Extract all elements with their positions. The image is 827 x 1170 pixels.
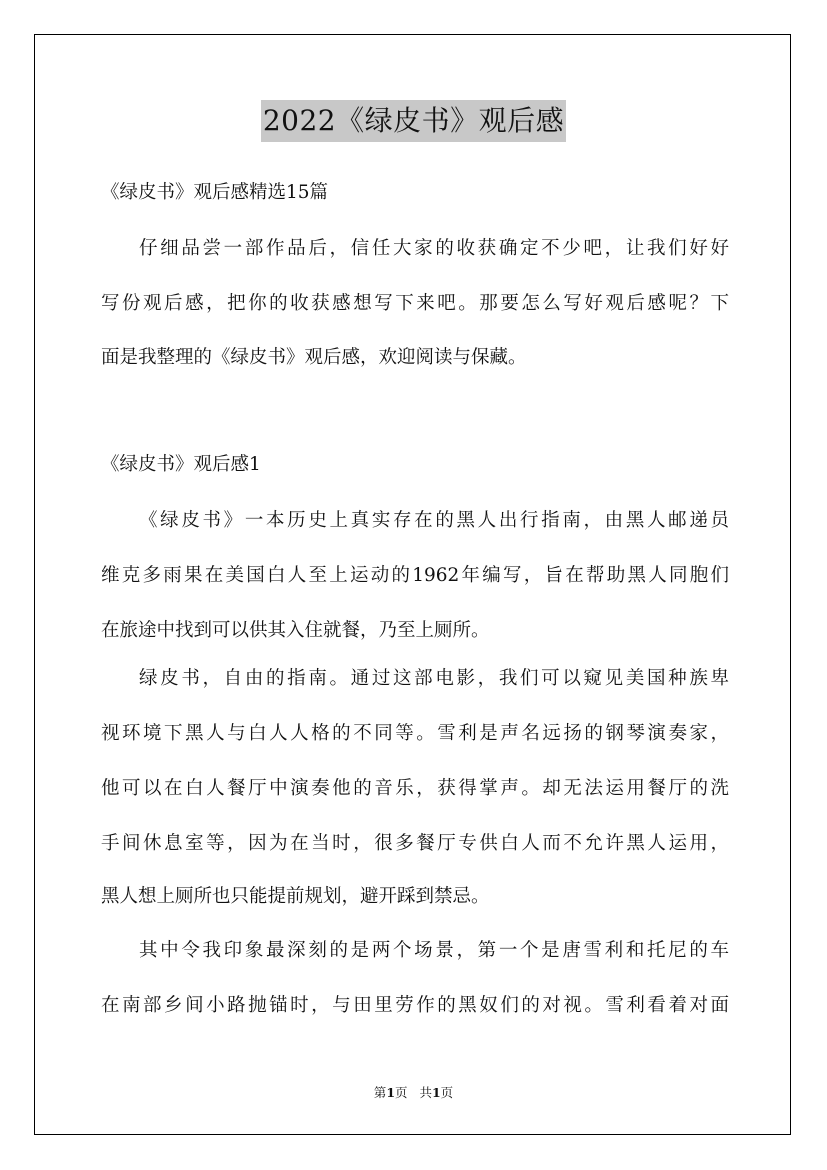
para2-line-4: 手间休息室等，因为在当时，很多餐厅专供白人而不允许黑人运用， — [101, 833, 729, 854]
para3-line-1: 其中令我印象最深刻的是两个场景，第一个是唐雪利和托尼的车 — [139, 940, 729, 961]
footer-page-number: 1 — [386, 1085, 396, 1100]
intro-line-1: 仔细品尝一部作品后，信任大家的收获确定不少吧，让我们好好 — [139, 238, 729, 259]
section-heading: 《绿皮书》观后感1 — [101, 454, 261, 475]
intro-line-3: 面是我整理的《绿皮书》观后感，欢迎阅读与保藏。 — [101, 347, 527, 368]
footer-total-prefix: 共 — [419, 1085, 432, 1100]
para2-line-1: 绿皮书，自由的指南。通过这部电影，我们可以窥见美国种族卑 — [139, 668, 729, 689]
para1-line-2: 维克多雨果在美国白人至上运动的1962年编写，旨在帮助黑人同胞们 — [101, 565, 729, 586]
document-title: 2022《绿皮书》观后感 — [261, 100, 566, 142]
para2-line-2: 视环境下黑人与白人人格的不同等。雪利是声名远扬的钢琴演奏家， — [101, 723, 729, 744]
para1-line-1: 《绿皮书》一本历史上真实存在的黑人出行指南，由黑人邮递员 — [139, 510, 729, 531]
para2-line-3: 他可以在白人餐厅中演奏他的音乐，获得掌声。却无法运用餐厅的洗 — [101, 778, 729, 799]
document-subtitle: 《绿皮书》观后感精选15篇 — [101, 182, 329, 203]
footer-page-suffix: 页 — [395, 1085, 408, 1100]
para3-line-2: 在南部乡间小路抛锚时，与田里劳作的黑奴们的对视。雪利看着对面 — [101, 995, 729, 1016]
intro-line-2: 写份观后感，把你的收获感想写下来吧。那要怎么写好观后感呢？下 — [101, 293, 729, 314]
title-wrap — [0, 100, 827, 142]
page-footer — [0, 1085, 827, 1101]
para2-line-5: 黑人想上厕所也只能提前规划，避开踩到禁忌。 — [101, 886, 490, 907]
footer-page-prefix: 第 — [373, 1085, 387, 1100]
footer-total-suffix: 页 — [440, 1085, 454, 1100]
para1-line-3: 在旅途中找到可以供其入住就餐，乃至上厕所。 — [101, 620, 490, 641]
footer-total-number: 1 — [431, 1085, 441, 1100]
